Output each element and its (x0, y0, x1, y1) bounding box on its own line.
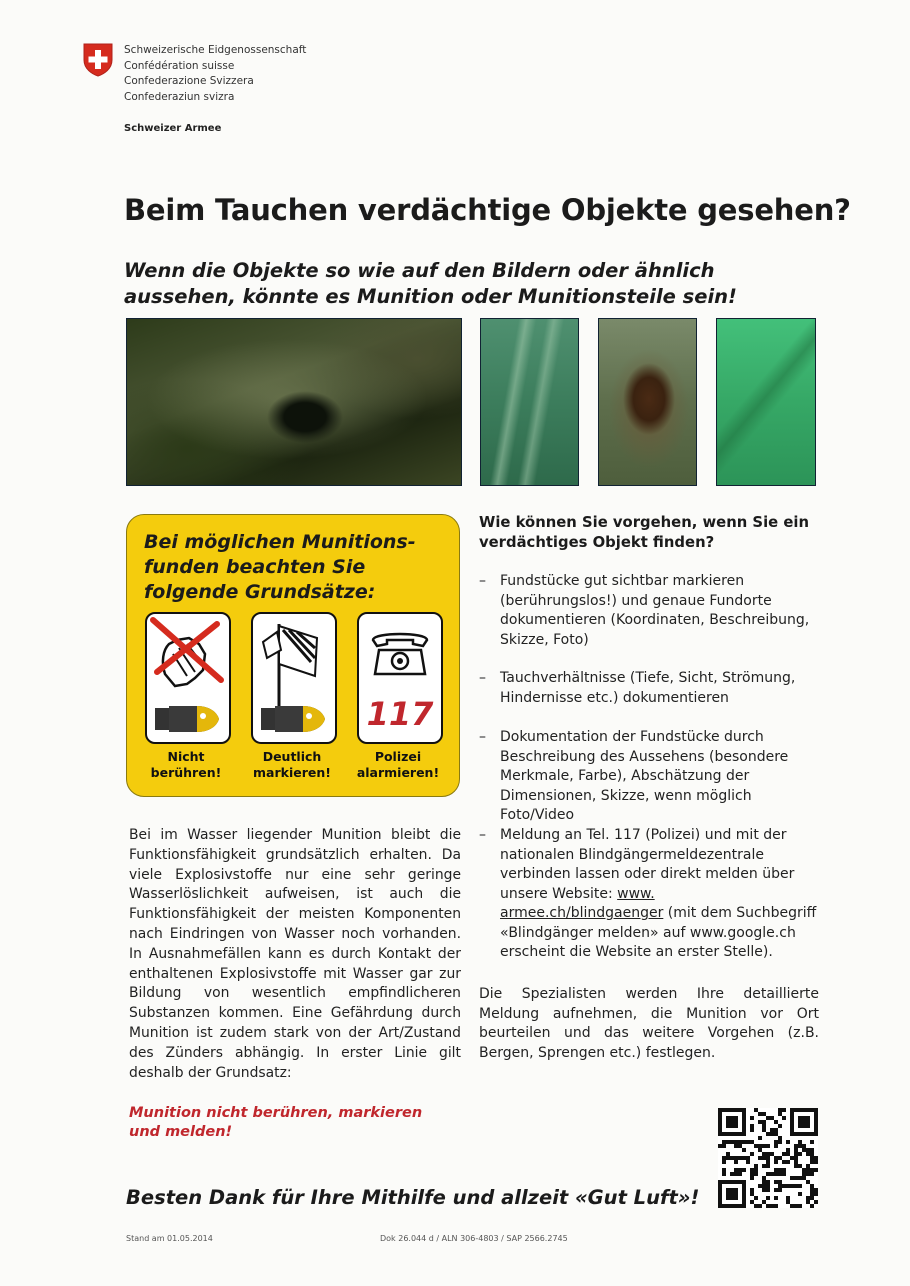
footer-date: Stand am 01.05.2014 (126, 1234, 213, 1243)
card-label-mark: Deutlich markieren! (253, 749, 331, 780)
body-text-left: Bei im Wasser liegender Munition bleibt die Funktionsfähigkeit grundsätzlich erhalten. Da viele Explosivstoffe nur eine sehr geringe Wasserlöslichkeit aufweisen, ist auch die Funktionsfähigkeit der meisten Komponenten nach Eindringen von Wasser noch vorhanden. In Ausnahmefällen kann es durch Kontakt der enthaltenen Explosivstoffe mit Wasser gar zur Bildung von wesentlich empfindlicheren Substanzen kommen. Eine Gefährdung durch Munition ist zudem stark von der Art/Zustand des Zünders abhängig. In erster Linie gilt deshalb der Grundsatz: (129, 827, 461, 1081)
department-name: Schweizer Armee (124, 123, 222, 134)
thanks-message: Besten Dank für Ihre Mithilfe und allzeit «Gut Luft»! (126, 1186, 700, 1209)
photo-munition-green-water (716, 318, 816, 486)
do-not-touch-icon (147, 614, 229, 742)
principles-title: Bei möglichen Munitions-funden beachten Sie folgende Grundsätze: (144, 531, 416, 603)
procedure-heading: Wie können Sie vorgehen, wenn Sie ein verdächtiges Objekt finden? (479, 514, 809, 551)
photo-munition-rusted (598, 318, 697, 486)
footer-doc-number: Dok 26.044 d / ALN 306-4803 / SAP 2566.2745 (380, 1234, 568, 1243)
page-title: Beim Tauchen verdächtige Objekte gesehen? (124, 193, 851, 227)
police-number: 117 (366, 695, 434, 733)
card-label-alert-police: Polizei alarmieren! (356, 749, 440, 780)
card-mark (251, 612, 337, 744)
confederation-line-it: Confederazione Svizzera (124, 75, 254, 88)
list-item: – Fundstücke gut sichtbar markieren (berührungslos!) und genaue Fundorte dokumentieren (Koordinaten, Beschreibung, Skizze, Foto) (479, 572, 819, 650)
confederation-line-rm: Confederaziun svizra (124, 90, 235, 103)
confederation-line-fr: Confédération suisse (124, 59, 235, 72)
list-item: – Dokumentation der Fundstücke durch Beschreibung des Aussehens (besondere Merkmale, Farbe), Abschätzung der Dimensionen, Skizze, wenn möglich Foto/Video (479, 728, 819, 806)
card-label-do-not-touch: Nicht berühren! (150, 749, 222, 780)
procedure-list (479, 572, 819, 963)
card-alert-police (357, 612, 443, 744)
swiss-crest-icon (82, 42, 114, 78)
key-message: Munition nicht berühren, markieren und melden! (129, 1105, 423, 1140)
blindgaenger-link[interactable]: www. armee.ch/blindgaenger (500, 885, 664, 921)
list-item-text: Meldung an Tel. 117 (Polizei) und mit der nationalen Blindgängermeldezentrale verbinden lassen oder direkt melden über unsere Website: (500, 827, 795, 902)
confederation-line-de: Schweizerische Eidgenossenschaft (124, 44, 307, 56)
closing-text: Die Spezialisten werden Ihre detaillierte Meldung aufnehmen, die Munition vor Ort beurteilen und das weitere Vorgehen (z.B. Bergen, Sprengen etc.) festlegen. (479, 986, 819, 1061)
mark-flag-icon (253, 614, 335, 742)
subtitle: Wenn die Objekte so wie auf den Bildern oder ähnlich aussehen, könnte es Munition oder Munitionsteile sein! (124, 259, 737, 308)
list-item (479, 826, 819, 963)
confederation-names (124, 43, 306, 105)
list-item-text: (mit dem Suchbegriff «Blindgänger melden» auf www.google.ch erscheint die Website an erster Stelle). (500, 905, 817, 960)
qr-code-icon[interactable] (718, 1108, 818, 1208)
card-do-not-touch (145, 612, 231, 744)
photo-munition-shells (480, 318, 579, 486)
list-item: – Tauchverhältnisse (Tiefe, Sicht, Strömung, Hindernisse etc.) dokumentieren (479, 669, 819, 708)
photo-munition-seabed (126, 318, 462, 486)
